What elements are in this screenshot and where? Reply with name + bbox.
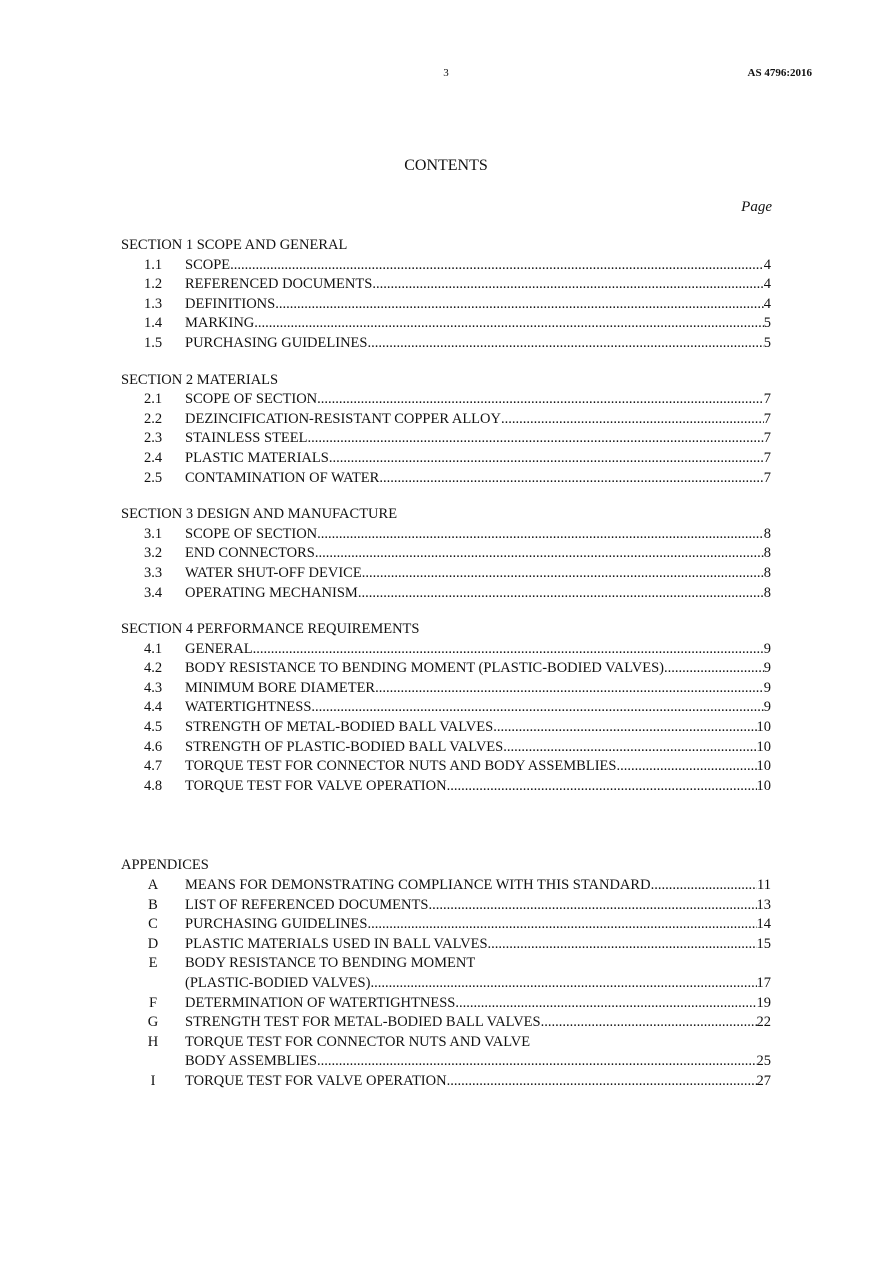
entry-page: 4 [763, 295, 771, 312]
entry-number: A [147, 877, 159, 894]
section-title: SECTION 4 PERFORMANCE REQUIREMENTS [121, 621, 420, 638]
entry-title: SCOPE [185, 256, 231, 273]
dot-leader [253, 640, 764, 660]
entry-title: WATERTIGHTNESS [185, 699, 312, 716]
entry-number: 2.2 [143, 410, 163, 427]
contents-title: CONTENTS [404, 157, 488, 174]
dot-leader [447, 1072, 757, 1092]
dot-leader [275, 295, 764, 315]
entry-number: 2.3 [143, 430, 163, 447]
standard-code: AS 4796:2016 [747, 67, 812, 79]
toc-section-4 [121, 620, 771, 796]
entry-title: MARKING [185, 315, 255, 332]
dot-leader [317, 390, 764, 410]
appendices-title: APPENDICES [121, 857, 209, 874]
entry-number: 4.1 [143, 640, 163, 657]
dot-leader [254, 314, 763, 334]
toc-entry[interactable] [121, 390, 771, 410]
toc-entry-multiline[interactable] [121, 954, 771, 993]
entry-number: 4.6 [143, 738, 163, 755]
entry-title: MEANS FOR DEMONSTRATING COMPLIANCE WITH THIS STANDARD [185, 877, 651, 894]
entry-number: 1.1 [143, 256, 163, 273]
toc-entry[interactable] [121, 876, 771, 896]
entry-title: GENERAL [185, 640, 253, 657]
dot-leader [230, 256, 764, 276]
entry-page: 14 [756, 916, 771, 933]
entry-title: DEZINCIFICATION-RESISTANT COPPER ALLOY [185, 410, 501, 427]
entry-page: 10 [756, 719, 771, 736]
dot-leader [541, 1013, 757, 1033]
dot-leader [329, 449, 764, 469]
toc-entry[interactable] [121, 1072, 771, 1092]
toc-entry[interactable] [121, 994, 771, 1014]
entry-page: 9 [763, 660, 771, 677]
section-title: SECTION 1 SCOPE AND GENERAL [121, 237, 348, 253]
entry-page: 7 [763, 410, 771, 427]
entry-page: 25 [756, 1053, 771, 1070]
entry-page: 22 [756, 1014, 771, 1031]
toc-entry[interactable] [121, 935, 771, 955]
toc-entry[interactable] [121, 718, 771, 738]
dot-leader [651, 876, 757, 896]
entry-page: 10 [756, 738, 771, 755]
dot-leader [311, 698, 763, 718]
dot-leader [308, 429, 764, 449]
entry-page: 15 [756, 935, 771, 952]
entry-title: TORQUE TEST FOR VALVE OPERATION [185, 1072, 447, 1089]
entry-title: STRENGTH OF METAL-BODIED BALL VALVES [185, 719, 494, 736]
dot-leader [370, 974, 756, 994]
page-number: 3 [443, 67, 449, 79]
dot-leader [367, 915, 756, 935]
entry-page: 4 [763, 256, 771, 273]
entry-title: PLASTIC MATERIALS USED IN BALL VALVES [185, 935, 488, 952]
toc-entry[interactable] [121, 256, 771, 276]
entry-title: STAINLESS STEEL [185, 430, 308, 447]
toc-entry[interactable] [121, 1013, 771, 1033]
entry-title: DEFINITIONS [185, 295, 276, 312]
toc-entry[interactable] [121, 584, 771, 604]
entry-page: 5 [763, 334, 771, 351]
entry-number: H [147, 1033, 159, 1050]
toc-entry[interactable] [121, 314, 771, 334]
toc-entry[interactable] [121, 544, 771, 564]
dot-leader [358, 584, 764, 604]
entry-title: CONTAMINATION OF WATER [185, 469, 380, 486]
entry-number: 1.2 [143, 276, 163, 293]
dot-leader [503, 738, 756, 758]
entry-title: MINIMUM BORE DIAMETER [185, 679, 376, 696]
entry-page: 11 [757, 877, 771, 894]
entry-title: REFERENCED DOCUMENTS [185, 276, 373, 293]
toc-section-3 [121, 505, 771, 603]
entry-page: 8 [763, 584, 771, 601]
entry-number: C [148, 916, 158, 933]
dot-leader [372, 275, 763, 295]
entry-page: 9 [763, 640, 771, 657]
dot-leader [367, 334, 763, 354]
dot-leader [362, 564, 764, 584]
entry-page: 9 [763, 679, 771, 696]
entry-title: SCOPE OF SECTION [185, 525, 318, 542]
toc-entry[interactable] [121, 410, 771, 430]
entry-number: B [148, 896, 158, 913]
table-of-contents [121, 236, 771, 1109]
entry-number: 3.1 [143, 525, 163, 542]
dot-leader [428, 896, 756, 916]
toc-entry[interactable] [121, 757, 771, 777]
entry-number: F [148, 994, 158, 1011]
toc-entry[interactable] [121, 275, 771, 295]
toc-entry-multiline[interactable] [121, 1033, 771, 1072]
toc-entry[interactable] [121, 777, 771, 797]
entry-title: (PLASTIC-BODIED VALVES) [185, 975, 371, 991]
toc-entry[interactable] [121, 469, 771, 489]
dot-leader [317, 525, 764, 545]
toc-section-2 [121, 371, 771, 489]
entry-title: TORQUE TEST FOR VALVE OPERATION [185, 777, 447, 794]
entry-number: 4.5 [143, 719, 163, 736]
entry-number: 1.5 [143, 334, 163, 351]
toc-entry[interactable] [121, 564, 771, 584]
toc-entry[interactable] [121, 525, 771, 545]
entry-page: 4 [763, 276, 771, 293]
dot-leader [616, 757, 756, 777]
entry-number: 4.2 [143, 660, 163, 677]
entry-page: 27 [756, 1072, 771, 1089]
entry-title: WATER SHUT-OFF DEVICE [185, 564, 362, 581]
toc-entry[interactable] [121, 334, 771, 354]
entry-title: PURCHASING GUIDELINES [185, 916, 368, 933]
dot-leader [455, 994, 756, 1014]
entry-page: 10 [756, 758, 771, 775]
entry-page: 7 [763, 430, 771, 447]
entry-page: 7 [763, 449, 771, 466]
entry-number: G [147, 1014, 159, 1031]
entry-title: PURCHASING GUIDELINES [185, 334, 368, 351]
entry-title: BODY RESISTANCE TO BENDING MOMENT (PLASTIC-BODIED VALVES) [185, 660, 664, 677]
entry-page: 9 [763, 699, 771, 716]
dot-leader [379, 469, 763, 489]
entry-page: 17 [756, 975, 771, 991]
entry-page: 7 [763, 391, 771, 408]
dot-leader [315, 544, 764, 564]
dot-leader [375, 679, 764, 699]
toc-section-1 [121, 236, 771, 354]
entry-number: 4.8 [143, 777, 163, 794]
entry-number: 4.4 [143, 699, 163, 716]
entry-number: E [148, 955, 158, 972]
entry-page: 8 [763, 525, 771, 542]
toc-entry[interactable] [121, 429, 771, 449]
toc-entry[interactable] [121, 698, 771, 718]
entry-page: 7 [763, 469, 771, 486]
entry-title-line1: TORQUE TEST FOR CONNECTOR NUTS AND VALVE [185, 1033, 531, 1050]
entry-page: 8 [763, 564, 771, 581]
entry-number: 1.4 [143, 315, 163, 332]
section-title: SECTION 3 DESIGN AND MANUFACTURE [121, 506, 398, 523]
toc-entry[interactable] [121, 640, 771, 660]
entry-page: 19 [756, 994, 771, 1011]
entry-title: SCOPE OF SECTION [185, 391, 318, 408]
toc-entry[interactable] [121, 295, 771, 315]
page-column-label: Page [741, 199, 772, 215]
entry-page: 8 [763, 545, 771, 562]
entry-number: 2.4 [143, 449, 163, 466]
entry-title-line1: BODY RESISTANCE TO BENDING MOMENT [185, 955, 476, 972]
entry-number: 4.7 [143, 758, 163, 775]
entry-number: 2.5 [143, 469, 163, 486]
dot-leader [664, 659, 764, 679]
entry-number: 3.2 [143, 545, 163, 562]
entry-title: LIST OF REFERENCED DOCUMENTS [185, 896, 429, 913]
toc-entry[interactable] [121, 915, 771, 935]
toc-entry[interactable] [121, 738, 771, 758]
entry-number: 2.1 [143, 391, 163, 408]
dot-leader [501, 410, 764, 430]
entry-page: 13 [756, 896, 771, 913]
entry-number: D [147, 935, 159, 952]
entry-number: I [150, 1072, 156, 1089]
entry-title: STRENGTH TEST FOR METAL-BODIED BALL VALVES [185, 1014, 541, 1031]
section-title: SECTION 2 MATERIALS [121, 371, 279, 388]
dot-leader [317, 1052, 756, 1072]
entry-title: END CONNECTORS [185, 545, 315, 562]
entry-title: TORQUE TEST FOR CONNECTOR NUTS AND BODY ASSEMBLIES [185, 758, 617, 775]
entry-page: 5 [763, 315, 771, 332]
dot-leader [493, 718, 756, 738]
dot-leader [447, 777, 757, 797]
entry-number: 3.3 [143, 564, 163, 581]
toc-entry[interactable] [121, 659, 771, 679]
entry-title: DETERMINATION OF WATERTIGHTNESS [185, 994, 456, 1011]
entry-page: 10 [756, 777, 771, 794]
entry-title: STRENGTH OF PLASTIC-BODIED BALL VALVES [185, 738, 504, 755]
dot-leader [488, 935, 757, 955]
entry-title: OPERATING MECHANISM [185, 584, 358, 601]
toc-entry[interactable] [121, 896, 771, 916]
entry-number: 4.3 [143, 679, 163, 696]
toc-entry[interactable] [121, 449, 771, 469]
toc-entry[interactable] [121, 679, 771, 699]
entry-number: 3.4 [143, 584, 163, 601]
toc-appendices [121, 856, 771, 1091]
entry-title: BODY ASSEMBLIES [185, 1053, 318, 1070]
entry-title: PLASTIC MATERIALS [185, 449, 329, 466]
entry-number: 1.3 [143, 295, 163, 312]
